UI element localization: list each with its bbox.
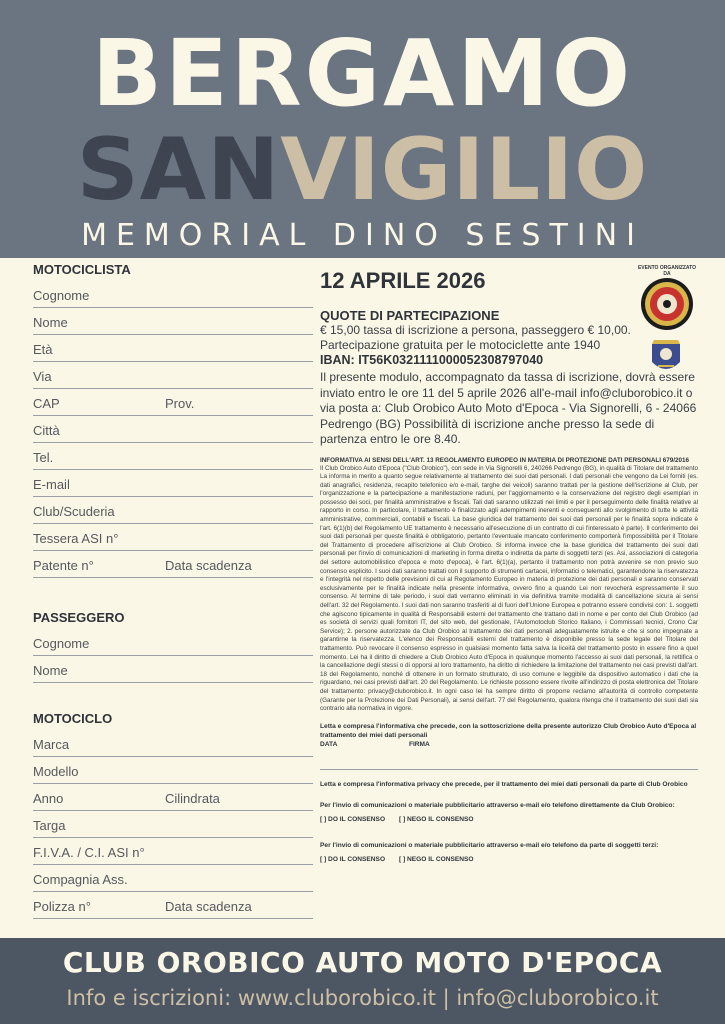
- quote-title: QUOTE DI PARTECIPAZIONE: [320, 308, 500, 323]
- consent-2: Letta e compresa l'informativa privacy che precede, per il trattamento dei miei dati personali da parte di Club Orobico: [320, 780, 688, 788]
- subtitle-memorial: MEMORIAL DINO SESTINI: [81, 218, 644, 253]
- field-passeggero-cognome[interactable]: Cognome: [33, 629, 313, 656]
- signature-line[interactable]: [320, 769, 698, 770]
- field-marca[interactable]: Marca: [33, 730, 313, 757]
- privacy-title: INFORMATIVA AI SENSI DELL'ART. 13 REGOLAMENTO EUROPEO IN MATERIA DI PROTEZIONE DATI PERSONALI 679/2016: [320, 456, 689, 464]
- iban: IBAN: IT56K0321111000052308797040: [320, 353, 544, 367]
- nego-consent-option-1[interactable]: [ ] NEGO IL CONSENSO: [398, 815, 474, 823]
- section-title-passeggero: PASSEGGERO: [33, 610, 125, 625]
- consent-3-options: [320, 816, 698, 823]
- title-vigilio: VIGILIO: [280, 120, 649, 220]
- footer-contact-info: Info e iscrizioni: www.cluborobico.it | info@cluborobico.it: [66, 986, 659, 1010]
- field-cognome[interactable]: Cognome: [33, 281, 313, 308]
- header-banner: [0, 0, 725, 258]
- organizer-label: EVENTO ORGANIZZATO DA: [637, 265, 697, 277]
- field-club-scuderia[interactable]: Club/Scuderia: [33, 497, 313, 524]
- field-passeggero-nome[interactable]: Nome: [33, 656, 313, 683]
- info-right-column: [320, 262, 698, 863]
- section-title-motociclo: MOTOCICLO: [33, 711, 113, 726]
- field-citta[interactable]: Città: [33, 416, 313, 443]
- title-san: SAN: [76, 120, 281, 220]
- field-modello[interactable]: Modello: [33, 757, 313, 784]
- field-nome[interactable]: Nome: [33, 308, 313, 335]
- instructions-text: Il presente modulo, accompagnato da tassa di iscrizione, dovrà essere inviato entro le ore 11 del 5 aprile 2026 all'e-mail info@cluborobico.it o via posta a: Club Orobico Auto Moto d'Epoca - Via Signorelli, 6 - 24066 Pedrengo (BG) Possibilità di iscrizione anche presso la sede di partenza entro le ore 8.40.: [320, 370, 697, 446]
- nego-consent-option-2[interactable]: [ ] NEGO IL CONSENSO: [398, 855, 474, 863]
- field-anno-cilindrata[interactable]: Anno Cilindrata: [33, 784, 313, 811]
- do-consent-option-2[interactable]: [ ] DO IL CONSENSO: [320, 855, 386, 863]
- consent-4: Per l'invio di comunicazioni o materiale pubblicitario attraverso e-mail e/o telefono da parte di soggetti terzi:: [320, 841, 659, 849]
- form-left-column: [33, 262, 313, 919]
- field-tel[interactable]: Tel.: [33, 443, 313, 470]
- footer-banner: [0, 938, 725, 1024]
- field-polizza-scadenza[interactable]: Polizza n° Data scadenza: [33, 892, 313, 919]
- consent-3: Per l'invio di comunicazioni o materiale pubblicitario attraverso e-mail e/o telefono direttamente da Club Orobico:: [320, 801, 675, 809]
- field-targa[interactable]: Targa: [33, 811, 313, 838]
- field-via[interactable]: Via: [33, 362, 313, 389]
- consent-1: Letta e compresa l'informativa che precede, con la sottoscrizione della presente autorizzo Club Orobico Auto d'Epoca al trattamento dei miei dati personali: [320, 722, 697, 739]
- privacy-text: Il Club Orobico Auto d'Epoca ("Club Orobico"), con sede in Via Signorelli 6, 240266 Pedrengo (BG), in qualità di Titolare del trattamento La informa in merito a quanto segue relativamente al trattamento dei suoi dati personali. I dati personali che vengono da Lei forniti (es. dati anagrafici, residenza, recapito telefonico e/o e-mail, targhe dei veicoli) saranno trattati per la gestione dell'iscrizione al Club, per l'organizzazione e la partecipazione a manifestazione raduni, per l'aggiornamento e la conservazione del registro degli esemplari in possesso dei soci, per finalità amministrative e fiscali. Tali dati saranno utilizzati nei limiti e per il perseguimento delle finalità relative al rapporto in corso. In particolare, il trattamento è finalizzato agli adempimenti inerenti e conseguenti allo svolgimento di tutte le attività amministrative, commerciali, contabili e fiscali. La base giuridica del trattamento dei suoi dati personali per le finalità sopra indicate è l'art. 6(1)(b) del Regolamento UE trattamento è necessario all'esecuzione di un contratto di cui l'interessato è parte). Il conferimento dei suoi dati personali per queste finalità è obbligatorio, pertanto l'eventuale mancato conferimento comporterà l'impossibilità per il Titolare del Trattamento di procedere all'iscrizione al Club Orobico. Si informa invece che la base giuridica del trattamento dei suoi dati personali per l'invio di comunicazioni di marketing in forma diretta o indiretta da parte di soggetti terzi (es. Asi, associazioni di categoria del settore automobilistico d'epoca e moto d'epoca), è l'art. 6(1)(a), pertanto il trattamento non potrà avvenire se non previo suo consenso esplicito. I suoi dati saranno trattati con il supporto di strumenti cartacei, informatici o telematici, garantendone la riservatezza e l'integrità nel rispetto delle previsioni di cui al Regolamento Europeo in materia di protezione dei dati personali e saranno conservati esclusivamente per le finalità indicate nella presente informativa, ovvero fino a quando Lei non revocherà espressamente il suo consenso. Al termine di tale periodo, i suoi dati verranno eliminati in via definitiva tramite modalità di cancellazione sicura ai sensi dell'art. 32 del Regolamento. I suoi dati non saranno trasferiti al di fuori dell'Unione Europea e potranno essere condivisi con: 1. soggetti che agiscono tipicamente in qualità di Responsabili esterni del trattamento che trattano dati in nome e per conto del Club Orobico (ad es società di servizi quali fornitori IT, del sito web, del gestionale, l'Automotoclub Storico Italiano, i Commissari tecnici, Crono Car Service); 2. persone autorizzate da Club Orobico al trattamento dei dati personali adeguatamente istruite e che si sono impegnate a garantirne la riservatezza. L'elenco dei Responsabili esterni del trattamento è disponibile presso la sede legale del Titolare del trattamento. Può revocare il consenso espresso in qualsiasi momento fatta salva la liceità del trattamento posto in essere fino a quel momento. Lei ha il diritto di chiedere a Club Orobico Auto d'Epoca in qualunque momento l'accesso ai suoi dati personali, la rettifica o la cancellazione degli stessi o di opporsi al loro trattamento, ha diritto di richiedere la limitazione del trattamento nei casi previsti dall'art. 18 del Regolamento, nonché di ottenere in un formato strutturato, di uso comune e leggibile da dispositivo automatico i dati che la riguardano, nei casi previsti dall'art. 20 del Regolamento. Le richieste possono essere rivolte all'indirizzo di posta elettronica del Titolare del trattamento: privacy@cluborobico.it. In ogni caso lei ha sempre diritto di proporre reclamo all'autorità di controllo competente (Garante per la Protezione dei Dati Personali), ai sensi dell'art. 77 del Regolamento, qualora ritenga che il trattamento dei suoi dati sia contrario alla normativa in vigore.: [320, 464, 698, 713]
- section-title-motociclista: MOTOCICLISTA: [33, 262, 131, 277]
- firma-label: FIRMA: [408, 740, 430, 748]
- field-email[interactable]: E-mail: [33, 470, 313, 497]
- field-fiva[interactable]: F.I.V.A. / C.I. ASI n°: [33, 838, 313, 865]
- quote-line-2: Partecipazione gratuita per le motociclette ante 1940: [320, 338, 601, 352]
- field-cap-prov[interactable]: CAP Prov.: [33, 389, 313, 416]
- footer-title: CLUB OROBICO AUTO MOTO D'EPOCA: [62, 946, 663, 979]
- data-label: DATA: [320, 740, 338, 748]
- consent-4-options: [320, 856, 698, 863]
- field-tessera-asi[interactable]: Tessera ASI n°: [33, 524, 313, 551]
- title-bergamo: BERGAMO: [91, 20, 634, 127]
- event-date: 12 APRILE 2026: [320, 268, 486, 293]
- do-consent-option-1[interactable]: [ ] DO IL CONSENSO: [320, 815, 386, 823]
- field-compagnia[interactable]: Compagnia Ass.: [33, 865, 313, 892]
- field-patente-scadenza[interactable]: Patente n° Data scadenza: [33, 551, 313, 578]
- data-firma-row: [320, 740, 698, 749]
- title-san-vigilio: [0, 120, 725, 220]
- field-eta[interactable]: Età: [33, 335, 313, 362]
- quote-line-1: € 15,00 tassa di iscrizione a persona, passeggero € 10,00.: [320, 323, 631, 337]
